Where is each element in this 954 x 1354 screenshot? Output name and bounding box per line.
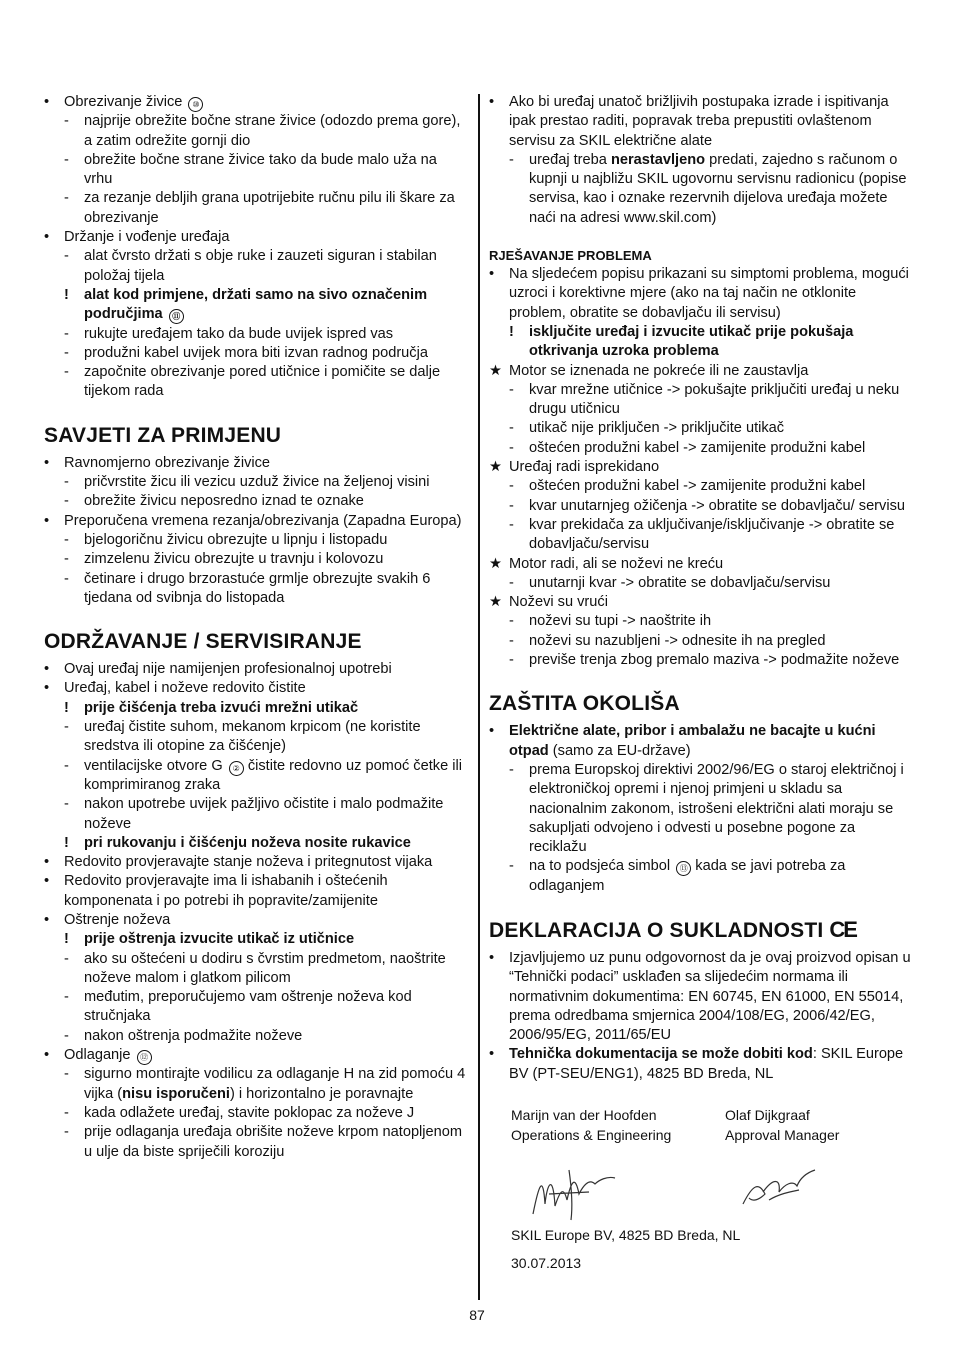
bullet-icon: • [489,1046,495,1063]
sub-item [44,247,469,286]
text-segment: Na sljedećem popisu prikazani su simptomi problema, mogući uzroci i korektivne mjere (ako na taj način ne otklonite problem, obratite se dobavljaču ili servisu) [509,266,909,321]
sub-item [489,439,914,458]
list-item [44,679,469,698]
dash-marker: - [509,632,514,649]
item-text [84,571,430,606]
sub-item [44,988,469,1027]
sub-item [44,189,469,228]
sub-item [44,531,469,550]
dash-marker: - [64,151,69,168]
text-segment: uređaj čistite suhom, mekanom krpicom (ne koristite sredstva ili otopine za čišćenje) [84,719,421,755]
item-text [529,613,711,629]
dash-marker: - [509,497,514,514]
sub-item [489,632,914,651]
signatory-2-role: Approval Manager [725,1126,840,1143]
text-segment: produžni kabel uvijek mora biti izvan radnog područja [84,344,428,361]
bold-segment: Tehnička dokumentacija se može dobiti kod [509,1046,813,1063]
dash-marker: - [509,613,514,630]
circled-number-icon: ⑪ [169,309,184,324]
dash-marker: - [509,516,514,533]
item-text [509,363,808,379]
warning-item [44,834,469,853]
bullet-icon: • [489,949,495,966]
item-text [509,266,909,321]
text-segment: rukujte uređajem tako da bude uvijek ispred vas [84,325,394,342]
text-segment: unutarnji kvar -> obratite se dobavljaču/servisu [529,574,831,591]
sub-item [44,325,469,344]
column-divider [478,94,480,1300]
item-text [64,455,270,471]
item-text [64,680,306,696]
text-segment: najprije obrežite bočne strane živice (odozdo prema gore), a zatim odrežite gornji dio [84,113,461,149]
declaration-list [489,949,914,1084]
sub-item [44,1123,469,1162]
text-segment: kvar unutarnjeg ožičenja -> obratite se dobavljaču/ servisu [529,497,905,514]
sub-item [44,112,469,151]
intro-list [44,93,469,402]
list-item [489,1045,914,1084]
item-text [529,324,853,359]
declaration-title: DEKLARACIJA O SUKLADNOSTI [489,918,824,942]
item-text [84,287,427,322]
dash-marker: - [509,652,514,669]
sub-item [44,151,469,190]
text-segment: noževi su nazubljeni -> odnesite ih na pregled [529,632,826,649]
section-title-maintenance: ODRŽAVANJE / SERVISIRANJE [44,630,362,654]
list-item [489,362,914,381]
dash-marker: - [509,574,514,591]
dash-marker: - [64,493,69,510]
sub-item [489,477,914,496]
list-item [44,872,469,911]
item-text [64,94,203,110]
warning-item [489,323,914,362]
warning-icon: ! [509,323,514,340]
signatory-1-role: Operations & Engineering [511,1126,672,1143]
item-text [84,532,387,548]
sub-item [44,795,469,834]
warning-item [44,930,469,949]
section-title-troubleshooting: RJEŠAVANJE PROBLEMA [489,248,652,264]
bullet-icon: • [44,680,50,697]
item-text [84,1028,302,1044]
item-text [509,459,659,475]
text-segment: Motor radi, ali se noževi ne kreću [509,555,724,572]
left-column [44,93,469,1162]
text-segment: ventilacijske otvore G [84,757,223,774]
text-segment: Ako bi uređaj unatoč brižljivih postupaka izrade i ispitivanja ipak prestao raditi, popravak treba prepustiti ovlaštenom servisu za SKIL električne alate [509,94,889,149]
item-text [529,633,826,649]
item-text [529,652,899,668]
section-title-declaration [489,918,914,943]
sub-item [44,473,469,492]
sub-item [44,1027,469,1046]
list-item [44,853,469,872]
text-segment: uređaj treba [529,151,611,168]
text-segment: nakon upotrebe uvijek pažljivo očistite i malo podmažite noževe [84,796,444,832]
item-text [84,1124,462,1159]
sub-item [489,497,914,516]
bullet-icon: • [44,661,50,678]
list-item [489,93,914,151]
signature-2-image [739,1164,819,1214]
item-text [84,989,412,1024]
dash-marker: - [64,1104,69,1121]
bullet-icon: • [44,94,50,110]
warning-icon: ! [64,699,69,716]
sub-item [44,1065,469,1104]
sub-item [44,344,469,363]
item-text [64,1047,152,1063]
sub-item [44,363,469,402]
sub-item [44,718,469,757]
dash-marker: - [64,190,69,207]
sub-item [489,516,914,555]
dash-marker: - [64,989,69,1006]
bold-segment: pri rukovanju i čišćenju noževa nosite rukavice [84,834,411,851]
text-segment: noževi su tupi -> naoštrite ih [529,613,712,630]
dash-marker: - [509,151,514,168]
dash-marker: - [509,858,514,875]
dash-marker: - [509,478,514,495]
list-item [489,458,914,477]
warning-icon: ! [64,931,69,948]
bold-segment: alat kod primjene, držati samo na sivo označenim područjima [84,286,428,323]
dash-marker: - [64,1066,69,1083]
bullet-icon: • [44,854,50,871]
troubleshooting-list [489,265,914,670]
bold-segment: nerastavljeno [610,151,706,168]
text-segment: kvar prekidača za uključivanje/isključivanje -> obratite se dobavljaču/servisu [529,516,895,553]
text-segment: oštećen produžni kabel -> zamijenite produžni kabel [529,478,866,495]
list-item [489,265,914,323]
signatory-2 [725,1106,839,1145]
item-text [529,478,865,494]
warning-item [44,699,469,718]
sub-item [489,651,914,670]
text-segment: Obrezivanje živice [64,94,183,110]
text-segment: za rezanje debljih grana upotrijebite ručnu pilu ili škare za obrezivanje [84,190,455,226]
company-address: SKIL Europe BV, 4825 BD Breda, NL [511,1227,741,1244]
star-icon: ★ [489,555,503,572]
text-segment: Uređaj radi isprekidano [509,459,660,476]
item-text [84,700,358,716]
sub-item [44,1104,469,1123]
text-segment: Odlaganje [64,1047,131,1064]
sub-item [489,381,914,420]
item-text [509,594,608,610]
item-text [84,345,428,361]
text-segment: ako su oštećeni u dodiru s čvrstim predmetom, naoštrite noževe malom i glatkom pilicom [84,950,446,986]
item-text [84,1066,465,1101]
text-segment: obrežite živicu neposredno iznad te oznake [84,493,364,510]
dash-marker: - [64,757,69,774]
item-text [84,796,443,831]
text-segment: čistite redovno uz pomoć četke ili komprimiranog zraka [84,757,462,793]
dash-marker: - [64,950,69,967]
sub-item [44,570,469,609]
text-segment: Motor se iznenada ne pokreće ili ne zaustavlja [509,362,809,379]
item-text [529,440,865,456]
text-segment: kada odlažete uređaj, stavite poklopac za noževe J [84,1104,415,1121]
bullet-icon: • [44,229,50,246]
item-text [529,517,894,552]
item-text [84,1105,414,1121]
sub-item [44,550,469,569]
warning-icon: ! [64,286,69,303]
item-text [84,719,421,754]
bold-segment: nisu isporučeni [122,1085,230,1102]
item-text [64,912,170,928]
item-text [84,364,440,399]
ce-mark-icon: CE [829,916,856,942]
list-item [44,1046,469,1065]
text-segment: četinare i drugo brzorastuće grmlje obrezujte svakih 6 tjedana od svibnja do listopada [84,570,431,606]
star-icon: ★ [489,594,503,611]
environment-list [489,722,914,896]
item-text [529,420,784,436]
text-segment: pričvrstite žicu ili vezicu uzduž živice na željenoj visini [84,474,430,491]
text-segment: bjelogoričnu živicu obrezujte u lipnju i listopadu [84,531,388,548]
text-segment: sigurno montirajte vodilicu za odlaganje H na zid pomoću 4 vijka ( [84,1066,466,1102]
item-text [84,931,354,947]
circled-number-icon: ⑬ [676,861,691,876]
item-text [84,474,430,490]
text-segment: utikač nije priključen -> priključite utikač [529,420,785,437]
dash-marker: - [509,381,514,398]
text-segment: Držanje i vođenje uređaja [64,229,230,246]
item-text [84,835,411,851]
text-segment: prema Europskoj direktivi 2002/96/EG o staroj električnoj i elektroničkoj opremi i njenoj primjeni u skladu sa nacionalnim zakonom, istrošeni električni alati moraju se sakupljati odvojeno i odvesti u posebne pogone za reciklažu [529,761,904,856]
dash-marker: - [64,364,69,381]
text-segment: međutim, preporučujemo vam oštrenje noževa kod stručnjaka [84,989,412,1025]
declaration-date: 30.07.2013 [511,1255,582,1272]
text-segment: Oštrenje noževa [64,911,171,928]
dash-marker: - [64,796,69,813]
item-text [64,661,392,677]
text-segment: : SKIL Europe BV (PT-SEU/ENG1), 4825 BD Breda, NL [509,1046,904,1082]
text-segment: Redovito provjeravajte stanje noževa i pritegnutost vijaka [64,854,433,871]
section-title-environment: ZAŠTITA OKOLIŠA [489,692,680,716]
item-text [509,1046,903,1081]
item-text [84,551,383,567]
item-text [509,556,723,572]
circled-number-icon: ⑫ [137,1050,152,1065]
list-item [44,911,469,930]
item-text [509,723,876,758]
item-text [529,762,904,855]
bullet-icon: • [44,454,50,471]
text-segment: ) i horizontalno je poravnajte [229,1085,414,1102]
item-text [84,951,446,986]
text-segment: predati, zajedno s računom o kupnji u najbližu SKIL ugovornu servisnu radionicu (popise servisa, kao i oznake rezervnih dijelova uređaja možete naći na adresi www.skil.com) [529,151,907,226]
text-segment: kvar mrežne utičnice -> pokušajte priključiti uređaj u neku drugu utičnicu [529,381,900,418]
bullet-icon: • [489,94,495,110]
text-segment: Noževi su vrući [509,594,608,611]
item-text [84,758,462,793]
sub-item [489,151,914,228]
bullet-icon: • [489,723,495,740]
text-segment: previše trenja zbog premalo maziva -> podmažite noževe [529,652,900,669]
sub-item [489,857,914,896]
dash-marker: - [64,570,69,587]
list-item [489,722,914,761]
sub-item [44,757,469,796]
bullet-icon: • [44,911,50,928]
service-list [489,93,914,228]
section-title-tips: SAVJETI ZA PRIMJENU [44,423,282,447]
item-text [84,152,437,187]
list-item [489,555,914,574]
page-number: 87 [469,1307,485,1323]
dash-marker: - [509,420,514,437]
list-item [489,593,914,612]
bullet-icon: • [44,873,50,890]
text-segment: alat čvrsto držati s obje ruke i zauzeti siguran i stabilan položaj tijela [84,248,437,284]
dash-marker: - [64,113,69,130]
dash-marker: - [64,248,69,265]
item-text [64,873,388,908]
dash-marker: - [64,1027,69,1044]
star-icon: ★ [489,362,503,379]
text-segment: obrežite bočne strane živice tako da bude malo uža na vrhu [84,151,437,188]
text-segment: zimzelenu živicu obrezujte u travnju i kolovozu [84,551,384,568]
sub-item [489,574,914,593]
dash-marker: - [64,719,69,736]
bold-segment: prije oštrenja izvucite utikač iz utičnice [84,931,355,948]
dash-marker: - [509,439,514,456]
bold-segment: prije čišćenja treba izvući mrežni utikač [84,699,359,716]
dash-marker: - [64,325,69,342]
dash-marker: - [64,474,69,491]
list-item [44,660,469,679]
warning-item [44,286,469,325]
item-text [84,113,460,148]
text-segment: prije odlaganja uređaja obrišite noževe krpom natopljenom u ulje da biste spriječili koroziju [84,1124,463,1160]
sub-item [489,761,914,857]
text-segment: Preporučena vremena rezanja/obrezivanja (Zapadna Europa) [64,512,462,529]
sub-item [44,492,469,511]
text-segment: kada se javi potreba za odlaganjem [529,858,846,894]
list-item [44,512,469,531]
signature-block [511,1106,914,1316]
sub-item [489,419,914,438]
list-item [44,93,469,112]
item-text [529,152,907,226]
item-text [84,493,364,509]
bold-segment: Električne alate, pribor i ambalažu ne bacajte u kućni otpad [509,723,876,759]
item-text [529,858,845,893]
dash-marker: - [64,344,69,361]
right-column [489,93,914,1316]
sub-item [44,950,469,989]
text-segment: Izjavljujemo uz punu odgovornost da je ovaj proizvod opisan u “Tehnički podaci” usklađen sa slijedećim normama ili normativnim dokumentima: EN 60745, EN 61000, EN 55014, prema odredbama smjernica 2004/108/EG, 2006/42/EG, 2006/95/EG, 2011/65/EU [509,949,911,1044]
text-segment: (samo za EU-države) [548,742,691,759]
list-item [489,949,914,1045]
item-text [529,498,905,514]
text-segment: Ovaj uređaj nije namijenjen profesionalnoj upotrebi [64,661,392,678]
text-segment: Ravnomjerno obrezivanje živice [64,454,271,471]
bold-segment: isključite uređaj i izvucite utikač prije pokušaja otkrivanja uzroka problema [529,323,854,360]
sub-item [489,612,914,631]
list-item [44,454,469,473]
circled-number-icon: ② [229,761,244,776]
dash-marker: - [64,551,69,568]
item-text [64,513,462,529]
item-text [529,575,830,591]
item-text [64,229,230,245]
tips-list [44,454,469,608]
signature-1-image [529,1164,619,1224]
item-text [84,326,393,342]
dash-marker: - [64,531,69,548]
bullet-icon: • [489,266,495,283]
bullet-icon: • [44,1047,50,1064]
item-text [84,248,437,283]
item-text [509,950,911,1043]
bullet-icon: • [44,512,50,529]
signatory-1 [511,1106,671,1145]
text-segment: na to podsjeća simbol [529,858,671,875]
list-item [44,228,469,247]
maintenance-list [44,660,469,1162]
text-segment: započnite obrezivanje pored utičnice i pomičite se dalje tijekom rada [84,364,441,400]
dash-marker: - [509,761,514,778]
circled-number-icon: ⑩ [188,97,203,112]
text-segment: oštećen produžni kabel -> zamijenite produžni kabel [529,439,866,456]
warning-icon: ! [64,834,69,851]
text-segment: Uređaj, kabel i noževe redovito čistite [64,680,306,697]
signatory-1-name: Marijn van der Hoofden [511,1107,657,1124]
item-text [84,190,455,225]
signatory-2-name: Olaf Dijkgraaf [725,1107,810,1124]
text-segment: Redovito provjeravajte ima li ishabanih i oštećenih komponenata i po potrebi ih popravite/zamijenite [64,873,388,909]
item-text [64,854,432,870]
star-icon: ★ [489,459,503,476]
dash-marker: - [64,1124,69,1141]
item-text [509,94,889,149]
item-text [529,382,899,417]
text-segment: nakon oštrenja podmažite noževe [84,1027,303,1044]
